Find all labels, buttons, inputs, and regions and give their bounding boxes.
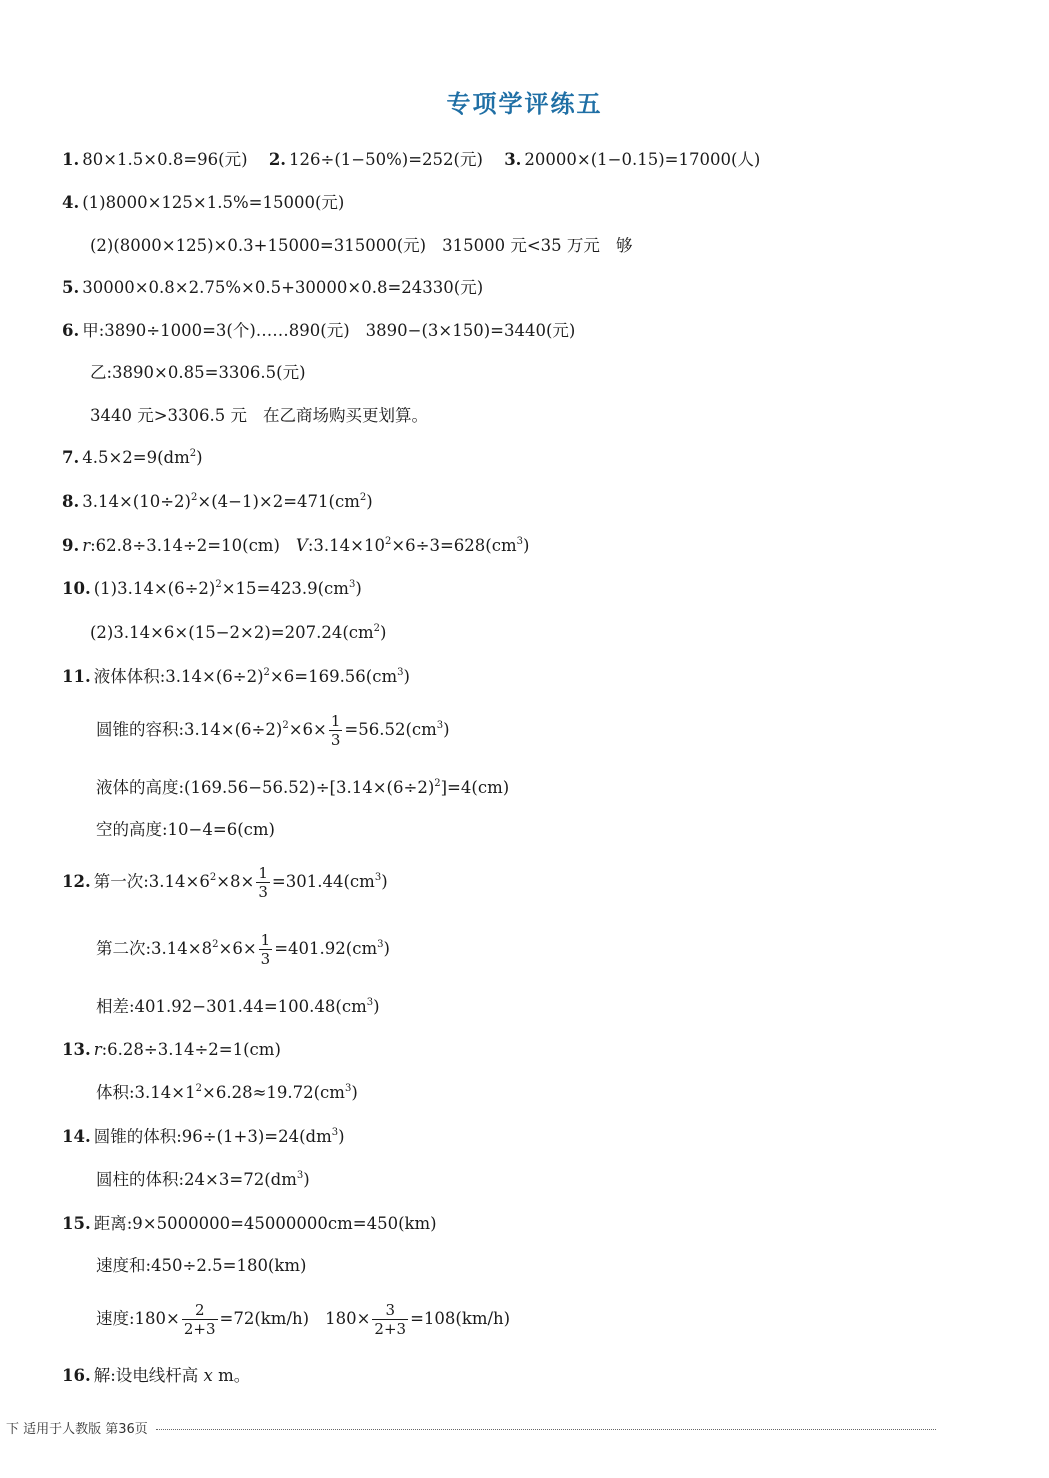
q4-compare: 315000 元<35 万元 [442, 236, 600, 255]
q11-frac-den: 3 [330, 731, 341, 749]
q8-text-2: ×(4−1)×2=471(cm [197, 492, 360, 511]
q6-jia: 甲:3890÷1000=3(个)……890(元) [82, 321, 350, 340]
q15-c2: =72(km/h) [219, 1309, 310, 1328]
q14-line-2 [96, 1168, 310, 1192]
q9-v: V [295, 536, 308, 555]
q2-answer: 126÷(1−50%)=252(元) [289, 150, 483, 169]
q7-text: 4.5×2=9(dm [82, 448, 190, 467]
q13-b-sup2: 3 [344, 1083, 352, 1094]
q15-number: 15. [62, 1214, 91, 1233]
q11-c: 液体的高度:(169.56−56.52)÷[3.14×(6÷2) [96, 778, 435, 797]
q10-part2-2: ) [380, 623, 387, 642]
q12-b4: ) [383, 939, 390, 958]
q4-conclusion: 够 [615, 236, 633, 255]
q3-answer: 20000×(1−0.15)=17000(人) [524, 150, 761, 169]
q6-conclusion: 在乙商场购买更划算。 [263, 406, 429, 425]
answer-row-1-3 [62, 148, 760, 172]
q8-number: 8. [62, 492, 80, 511]
q12-a-sup: 2 [209, 872, 217, 883]
q14-a2: ) [338, 1127, 345, 1146]
q16-line [62, 1364, 250, 1388]
q10-part1-2: ×15=423.9(cm [221, 579, 349, 598]
q11-d: 空的高度:10−4=6(cm) [96, 820, 275, 839]
q12-a: 第一次:3.14×6 [93, 872, 210, 891]
q14-number: 14. [62, 1127, 91, 1146]
q12-fraction-1 [256, 864, 270, 901]
q5-number: 5. [62, 278, 80, 297]
q14-a-sup: 3 [331, 1127, 339, 1138]
q11-b-sup: 2 [282, 720, 289, 731]
q9-volume-2: ×6÷3=628(cm [391, 536, 517, 555]
q12-a-sup2: 3 [374, 872, 382, 883]
q14-b2: ) [303, 1170, 310, 1189]
q13-a: :6.28÷3.14÷2=1(cm) [101, 1040, 281, 1059]
q8-sup-1: 2 [191, 492, 198, 503]
q15-line-1 [62, 1212, 437, 1236]
page-footer [6, 1418, 986, 1437]
q6-yi: 乙:3890×0.85=3306.5(元) [90, 363, 306, 382]
q9-sup-2: 3 [516, 536, 523, 547]
q9-r: r [82, 536, 91, 555]
q12-b-sup: 2 [212, 939, 219, 950]
q12-b2: ×6× [218, 939, 257, 958]
q15-frac1-num: 2 [194, 1301, 205, 1319]
q12-b3: =401.92(cm [274, 939, 378, 958]
q15-c4: =108(km/h) [410, 1309, 511, 1328]
q16-x: x [203, 1366, 213, 1385]
q12-a2: ×8× [216, 872, 255, 891]
q11-line-1 [62, 665, 410, 689]
q12-a3: =301.44(cm [271, 872, 375, 891]
q10-number: 10. [62, 579, 91, 598]
q15-line-3 [96, 1301, 510, 1338]
q10-sup-1: 2 [215, 579, 222, 590]
q4-number: 4. [62, 193, 80, 212]
q6-number: 6. [62, 321, 80, 340]
q6-line-2 [90, 361, 306, 385]
q7-text-end: ) [196, 448, 203, 467]
q4-part2: (2)(8000×125)×0.3+15000=315000(元) [90, 236, 427, 255]
q12-line-1 [62, 864, 388, 901]
q11-a: 液体体积:3.14×(6÷2) [93, 667, 264, 686]
q16-a: 解:设电线杆高 [93, 1366, 199, 1385]
footer-dotted-rule [156, 1429, 936, 1430]
q16-b: m。 [218, 1366, 251, 1385]
q9-radius: :62.8÷3.14÷2=10(cm) [90, 536, 280, 555]
q11-c2: ]=4(cm) [440, 778, 510, 797]
q14-a: 圆锥的体积:96÷(1+3)=24(dm [93, 1127, 332, 1146]
q14-b-sup: 3 [296, 1170, 304, 1181]
q6-jia-total: 3890−(3×150)=3440(元) [365, 321, 576, 340]
q15-frac1-den: 2+3 [183, 1320, 216, 1338]
q4-line-2 [90, 234, 632, 258]
q15-fraction-1 [182, 1301, 218, 1338]
footer-text: 下 适用于人教版 第36页 [6, 1422, 148, 1437]
q15-fraction-2 [372, 1301, 408, 1338]
q11-b-sup2: 3 [436, 720, 444, 731]
q13-b2: ×6.28≈19.72(cm [202, 1083, 345, 1102]
q13-r: r [93, 1040, 102, 1059]
q6-line-1 [62, 319, 575, 343]
q9-volume: :3.14×10 [307, 536, 385, 555]
q13-b-sup: 2 [195, 1083, 202, 1094]
q11-line-3 [96, 776, 509, 800]
q13-number: 13. [62, 1040, 91, 1059]
q2-number: 2. [268, 150, 287, 169]
q16-number: 16. [62, 1366, 91, 1385]
q15-frac2-den: 2+3 [374, 1320, 407, 1338]
q15-frac2-num: 3 [385, 1301, 395, 1319]
q7-sup: 2 [189, 448, 197, 459]
q6-compare: 3440 元>3306.5 元 [90, 406, 248, 425]
q11-a-sup: 2 [263, 667, 270, 678]
q13-line-1 [62, 1038, 281, 1062]
q9-volume-3: ) [523, 536, 530, 555]
q10-line-1 [62, 577, 362, 601]
q11-fraction [329, 712, 343, 749]
q7-line [62, 446, 203, 470]
q11-c-sup: 2 [434, 778, 441, 789]
q8-text: 3.14×(10÷2) [82, 492, 191, 511]
q13-line-2 [96, 1081, 358, 1105]
q11-line-4 [96, 818, 275, 842]
page-title: 专项学评练五 [446, 90, 603, 118]
q10-part1: (1)3.14×(6÷2) [93, 579, 216, 598]
q7-number: 7. [62, 448, 80, 467]
q12-number: 12. [62, 872, 91, 891]
q12-line-2 [96, 931, 390, 968]
q12-frac2-num: 1 [260, 931, 271, 949]
q10-sup-2: 3 [348, 579, 356, 590]
q12-c-sup: 3 [366, 997, 374, 1008]
q15-c: 速度:180× [96, 1309, 180, 1328]
q12-frac1-den: 3 [258, 883, 268, 901]
q12-b: 第二次:3.14×8 [96, 939, 213, 958]
q10-part2: (2)3.14×6×(15−2×2)=207.24(cm [90, 623, 374, 642]
q12-c: 相差:401.92−301.44=100.48(cm [96, 997, 367, 1016]
q12-frac2-den: 3 [260, 950, 271, 968]
q5-line [62, 276, 483, 300]
q12-frac1-num: 1 [258, 864, 268, 882]
q11-b: 圆锥的容积:3.14×(6÷2) [96, 720, 283, 739]
q10-part1-3: ) [355, 579, 362, 598]
q11-b3: =56.52(cm [344, 720, 437, 739]
q11-b2: ×6× [288, 720, 327, 739]
q8-line [62, 490, 373, 514]
q10-sup-3: 2 [373, 623, 381, 634]
q11-line-2 [96, 712, 450, 749]
q13-b: 体积:3.14×1 [96, 1083, 196, 1102]
q13-b3: ) [351, 1083, 358, 1102]
q11-a3: ) [403, 667, 410, 686]
q1-number: 1. [62, 150, 80, 169]
q12-line-3 [96, 995, 380, 1019]
q11-a-sup2: 3 [397, 667, 404, 678]
q14-line-1 [62, 1125, 345, 1149]
q6-line-3 [90, 404, 428, 428]
q12-a4: ) [381, 872, 388, 891]
q9-line [62, 534, 529, 558]
q3-number: 3. [504, 150, 522, 169]
q1-answer: 80×1.5×0.8=96(元) [82, 150, 248, 169]
q15-c3: 180× [325, 1309, 371, 1328]
q4-part1: (1)8000×125×1.5%=15000(元) [82, 193, 345, 212]
q5-answer: 30000×0.8×2.75%×0.5+30000×0.8=24330(元) [82, 278, 484, 297]
q9-sup-1: 2 [384, 536, 392, 547]
q15-b: 速度和:450÷2.5=180(km) [96, 1256, 307, 1275]
q15-line-2 [96, 1254, 306, 1278]
q11-number: 11. [62, 667, 91, 686]
q8-sup-2: 2 [359, 492, 367, 503]
q15-a: 距离:9×5000000=45000000cm=450(km) [93, 1214, 437, 1233]
q14-b: 圆柱的体积:24×3=72(dm [96, 1170, 297, 1189]
q11-b4: ) [443, 720, 450, 739]
q12-fraction-2 [259, 931, 273, 968]
q11-a2: ×6=169.56(cm [269, 667, 398, 686]
q10-line-2 [90, 621, 386, 645]
q12-c2: ) [373, 997, 380, 1016]
q11-frac-num: 1 [330, 712, 341, 730]
q9-number: 9. [62, 536, 80, 555]
q4-line-1 [62, 191, 344, 215]
q12-b-sup2: 3 [377, 939, 384, 950]
q8-text-3: ) [366, 492, 373, 511]
